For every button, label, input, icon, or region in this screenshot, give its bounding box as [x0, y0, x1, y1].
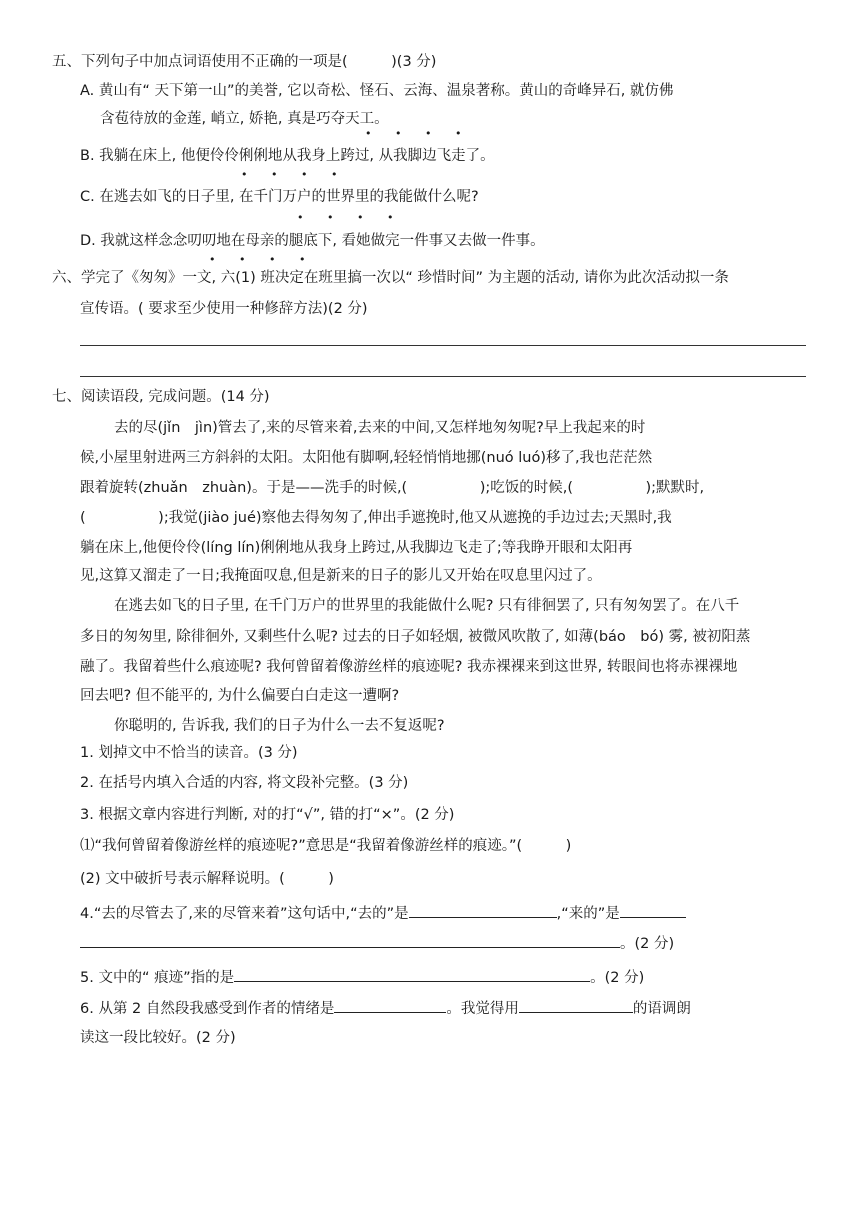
subquestion-6-suffix: 的语调朗 [632, 1001, 691, 1017]
passage-p2-line2: 多日的匆匆里, 除徘徊外, 又剩些什么呢? 过去的日子如轻烟, 被微风吹散了, 如薄(báo bó) 雾, 被初阳蒸 [80, 629, 751, 645]
passage-p2-line1: 在逃去如飞的日子里, 在千门万户的世界里的我能做什么呢? 只有徘徊罢了, 只有匆匆罢了。在八千 [114, 598, 740, 614]
emphasis-dots-d: • • • • [209, 253, 316, 266]
q5-option-a-line1: A. 黄山有“ 天下第一山”的美誉, 它以奇松、怪石、云海、温泉著称。黄山的奇峰异石, 就仿佛 [80, 83, 674, 99]
passage-p1-line4: ( );我觉(jiào jué)察他去得匆匆了,伸出手遮挽时,他又从遮挽的手边过去;天黑时,我 [80, 510, 672, 526]
passage-p2-line3: 融了。我留着些什么痕迹呢? 我何曾留着像游丝样的痕迹呢? 我赤裸裸来到这世界, 转眼间也将赤裸裸地 [80, 659, 738, 675]
answer-blank-hen-ji[interactable] [234, 966, 590, 982]
subquestion-5-suffix: 。(2 分) [590, 970, 645, 986]
subquestion-4-suffix: 。(2 分) [620, 936, 675, 952]
emphasis-dots-a: • • • • [365, 127, 472, 140]
q5-option-d: D. 我就这样念念叨叨地在母亲的腿底下, 看她做完一件事又去做一件事。 [80, 233, 545, 249]
subquestion-4-line2 [80, 932, 674, 954]
subquestion-5-prefix: 5. 文中的“ 痕迹”指的是 [80, 970, 235, 986]
answer-blank-lai-de-cont[interactable] [80, 932, 620, 948]
q5-option-c: C. 在逃去如飞的日子里, 在千门万户的世界里的我能做什么呢? [80, 189, 479, 205]
subquestion-4-line1 [80, 902, 686, 924]
subquestion-3-item2: (2) 文中破折号表示解释说明。( ) [80, 871, 334, 887]
subquestion-6-line1 [80, 997, 691, 1019]
passage-p1-line3: 跟着旋转(zhuǎn zhuàn)。于是——洗手的时候,( );吃饭的时候,( );默默时, [80, 480, 705, 496]
subquestion-6-prefix: 6. 从第 2 自然段我感受到作者的情绪是 [80, 1001, 335, 1017]
subquestion-6-line2: 读这一段比较好。(2 分) [80, 1030, 236, 1046]
emphasis-dots-c: • • • • [297, 211, 404, 224]
subquestion-3-item1: ⑴“我何曾留着像游丝样的痕迹呢?”意思是“我留着像游丝样的痕迹。”( ) [80, 838, 572, 854]
q5-title: 五、下列句子中加点词语使用不正确的一项是( )(3 分) [52, 54, 437, 70]
q6-answer-line-1[interactable] [80, 345, 806, 346]
q6-answer-line-2[interactable] [80, 376, 806, 377]
q6-line1: 六、学完了《匆匆》一文, 六(1) 班决定在班里搞一次以“ 珍惜时间” 为主题的活动, 请你为此次活动拟一条 [52, 270, 729, 286]
emphasis-dots-b: • • • • [241, 168, 348, 181]
passage-p2-line4: 回去吧? 但不能平的, 为什么偏要白白走这一遭啊? [80, 688, 400, 704]
answer-blank-qu-de[interactable] [409, 902, 557, 918]
subquestion-6-mid: 。我觉得用 [446, 1001, 519, 1017]
q6-line2: 宣传语。( 要求至少使用一种修辞方法)(2 分) [80, 301, 368, 317]
q5-option-a-line2: 含苞待放的金莲, 峭立, 娇艳, 真是巧夺天工。 [100, 111, 389, 127]
passage-p1-line1: 去的尽(jǐn jìn)管去了,来的尽管来着,去来的中间,又怎样地匆匆呢?早上我起来的时 [114, 420, 646, 436]
answer-blank-lai-de[interactable] [620, 902, 686, 918]
subquestion-4-prefix: 4.“去的尽管去了,来的尽管来着”这句话中,“去的”是 [80, 906, 409, 922]
subquestion-1: 1. 划掉文中不恰当的读音。(3 分) [80, 745, 298, 761]
subquestion-3: 3. 根据文章内容进行判断, 对的打“√”, 错的打“×”。(2 分) [80, 807, 455, 823]
q7-title: 七、阅读语段, 完成问题。(14 分) [52, 389, 270, 405]
subquestion-2: 2. 在括号内填入合适的内容, 将文段补完整。(3 分) [80, 775, 409, 791]
subquestion-4-mid: ,“来的”是 [556, 906, 620, 922]
q5-option-b: B. 我躺在床上, 他便伶伶俐俐地从我身上跨过, 从我脚边飞走了。 [80, 148, 495, 164]
subquestion-5 [80, 966, 644, 988]
passage-p3: 你聪明的, 告诉我, 我们的日子为什么一去不复返呢? [114, 718, 445, 734]
passage-p1-line5: 躺在床上,他便伶伶(líng lín)俐俐地从我身上跨过,从我脚边飞走了;等我睁开眼和太阳再 [80, 540, 633, 556]
passage-p1-line6: 见,这算又溜走了一日;我掩面叹息,但是新来的日子的影儿又开始在叹息里闪过了。 [80, 568, 602, 584]
answer-blank-tone[interactable] [519, 997, 633, 1013]
answer-blank-emotion[interactable] [334, 997, 446, 1013]
passage-p1-line2: 候,小屋里射进两三方斜斜的太阳。太阳他有脚啊,轻轻悄悄地挪(nuó luó)移了,我也茫茫然 [80, 450, 653, 466]
